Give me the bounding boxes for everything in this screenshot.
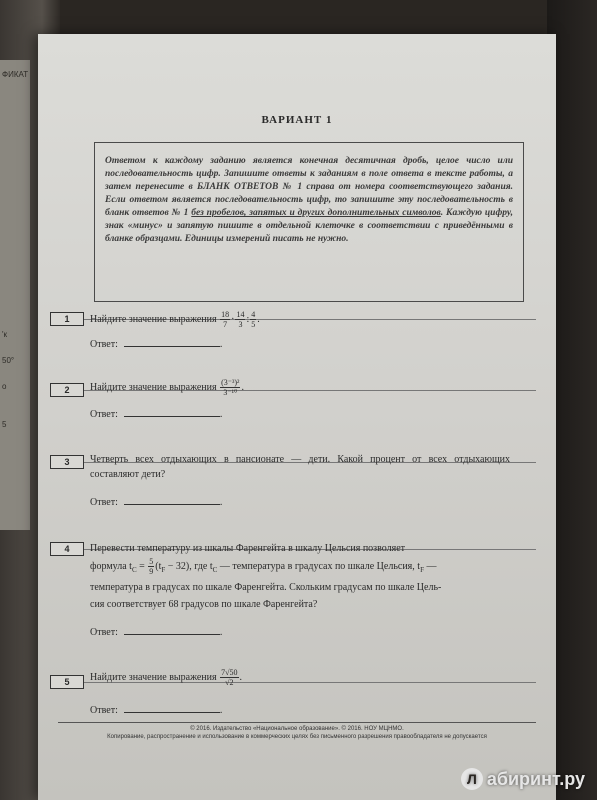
task-1-text: Найдите значение выражения $\frac{18}{7}$ · $\frac{14}{3}$ : $\frac{4}{5}$ . [90, 310, 260, 329]
task-4-line: температура в градусах по шкале Фаренгейта. Скольким градусам по шкале Цель- [90, 581, 442, 593]
copyright-notice: Копирование, распространение и использование в коммерческих целях без письменного разрешения правообладателя не допускается [107, 734, 487, 740]
answer-line[interactable] [124, 494, 220, 505]
task-2-text: Найдите значение выражения $\frac{\text{(3⁻³)²}}{\text{3⁻¹⁰}}$ . [90, 378, 244, 397]
left-adjacent-sheet [0, 60, 30, 530]
task-5-question: Найдите значение выражения [90, 671, 217, 683]
task-2-answer[interactable]: Ответ: . [90, 406, 222, 420]
task-1-answer[interactable]: Ответ: . [90, 336, 222, 350]
left-sheet-mark: 'к [2, 330, 8, 339]
copyright-line: © 2016. Издательство «Национальное образование». © 2016. НОУ МЦНМО. [190, 726, 404, 732]
task-number: 5 [50, 675, 84, 689]
task-number: 1 [50, 312, 84, 326]
fraction: $\frac{\text{(3⁻³)²}}{\text{3⁻¹⁰}}$ [221, 378, 240, 397]
left-sheet-mark: ФИКАТ [2, 70, 29, 79]
left-sheet-mark: 5 [2, 420, 7, 429]
task-1-question: Найдите значение выражения [90, 313, 217, 325]
answer-line[interactable] [124, 624, 220, 635]
fraction: $\frac{5}{9}$ [149, 557, 154, 576]
task-number: 3 [50, 455, 84, 469]
task-5-answer[interactable]: Ответ: . [90, 702, 222, 716]
task-3-text: Четверть всех отдыхающих в пансионате — дети. Какой процент от всех отдыхающих составляют дети? [90, 454, 510, 480]
task-4-text [90, 540, 520, 613]
task-4-formula-line: формула $t_C$ = $\frac{5}{9}$ $(t_F - 32)$, где $t_C$ — температура в градусах по шкале Цельсия, $t_F$ — [90, 557, 437, 576]
fraction: $\frac{4}{5}$ [251, 310, 256, 329]
answer-line[interactable] [124, 702, 220, 713]
answer-line[interactable] [124, 406, 220, 417]
task-3-answer[interactable]: Ответ: . [90, 494, 222, 508]
fraction: $\frac{7√50}{√2}$ [221, 668, 238, 687]
left-sheet-mark: о [2, 382, 7, 391]
task-4-line: сия соответствует 68 градусов по шкале Фаренгейта? [90, 598, 318, 610]
page-title: ВАРИАНТ 1 [261, 114, 333, 126]
exam-page [38, 34, 556, 800]
task-4-line: Перевести температуру из шкалы Фаренгейта в шкалу Цельсия позволяет [90, 543, 406, 554]
instructions-text-end: . Каждую цифру, знак «минус» и запятую пишите в отдельной клеточке в соответствии с приведёнными в бланке образцами. Единицы измерений писать не нужно. [105, 208, 514, 244]
task-4-answer[interactable]: Ответ: . [90, 624, 222, 638]
watermark-text: абиринт.ру [486, 768, 585, 789]
fraction: $\frac{18}{7}$ [221, 310, 230, 329]
site-watermark [461, 768, 585, 790]
task-5-text: Найдите значение выражения $\frac{7√50}{√2}$ . [90, 668, 242, 687]
instructions-underlined: без пробелов, запятых и других дополнительных символов [191, 208, 441, 218]
task-number: 4 [50, 542, 84, 556]
task-number: 2 [50, 383, 84, 397]
labirint-logo-icon: Л [461, 768, 483, 790]
answer-line[interactable] [124, 336, 220, 347]
instructions-text: Ответом к каждому заданию является конечная десятичная дробь, целое число или последовательность цифр. Запишите ответы к заданиям в поле ответа в тексте работы, а затем перенесите в БЛАНК ОТВЕТОВ № 1 справа от номера соответствующего задания. Если ответом является последовательность цифр, то запишите эту последовательность в бланк ответов № 1 [105, 156, 513, 218]
task-2-question: Найдите значение выражения [90, 381, 217, 393]
fraction: $\frac{14}{3}$ [236, 310, 245, 329]
left-sheet-mark: 50° [2, 356, 15, 365]
instructions-box [94, 142, 524, 302]
page-footer [58, 722, 536, 741]
